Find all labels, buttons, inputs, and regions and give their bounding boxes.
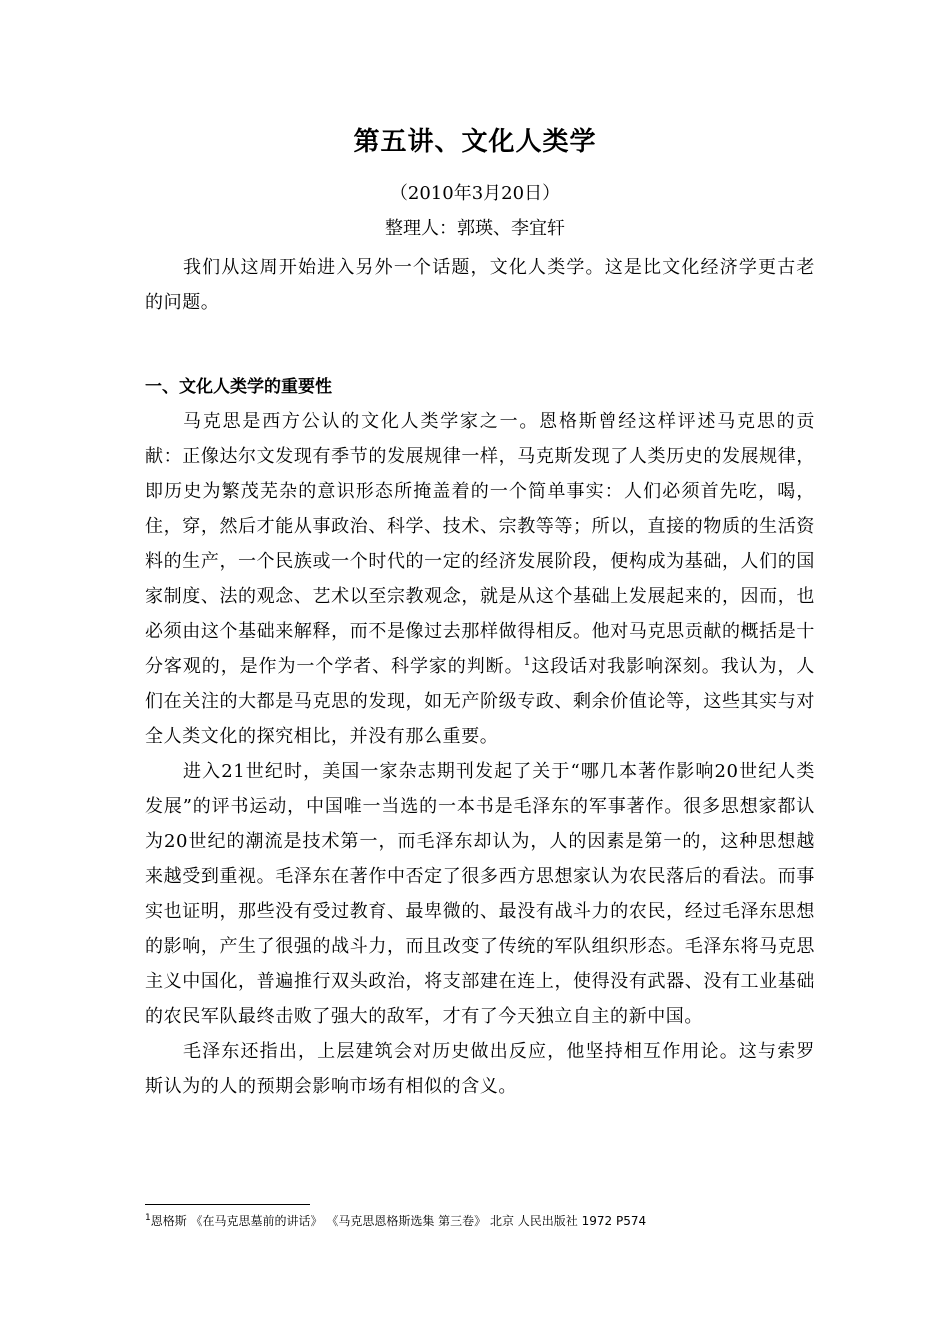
paragraph-superstructure: 毛泽东还指出，上层建筑会对历史做出反应，他坚持相互作用论。这与索罗斯认为的人的预期会影响市场有相似的含义。 [145, 1041, 815, 1097]
footnote-reference[interactable]: 1 [523, 655, 532, 668]
paragraph-mao: 进入21世纪时，美国一家杂志期刊发起了关于“哪几本著作影响20世纪人类发展”的评书运动，中国唯一当选的一本书是毛泽东的军事著作。很多思想家都认为20世纪的潮流是技术第一，而毛泽东却认为，人的因素是第一的，这种思想越来越受到重视。毛泽东在著作中否定了很多西方思想家认为农民落后的看法。而事实也证明，那些没有受过教育、最卑微的、最没有战斗力的农民，经过毛泽东思想的影响，产生了很强的战斗力，而且改变了传统的军队组织形态。毛泽东将马克思主义中国化，普遍推行双头政治，将支部建在连上，使得没有武器、没有工业基础的农民军队最终击败了强大的敌军，才有了今天独立自主的新中国。 [145, 761, 815, 1027]
section-heading: 一、文化人类学的重要性 [145, 377, 332, 397]
lecture-title: 第五讲、文化人类学 [353, 127, 597, 157]
paragraph-marx [145, 404, 815, 754]
editors-line: 整理人：郭瑛、李宜轩 [385, 218, 565, 239]
footnote-mark: 1 [145, 1213, 151, 1223]
footnote-text: 恩格斯 《在马克思墓前的讲话》 《马克思恩格斯选集 第三卷》 北京 人民出版社 1972 P574 [150, 1214, 647, 1228]
paragraph-marx-text-cont: 这段话对我影响深刻。我认为，人们在关注的大都是马克思的发现，如无产阶级专政、剩余价值论等，这些其实与对全人类文化的探究相比，并没有那么重要。 [145, 656, 816, 747]
lecture-date: （2010年3月20日） [389, 183, 561, 204]
paragraph-marx-text: 马克思是西方公认的文化人类学家之一。恩格斯曾经这样评述马克思的贡献：正像达尔文发现有季节的发展规律一样，马克斯发现了人类历史的发展规律，即历史为繁茂芜杂的意识形态所掩盖着的一个简单事实：人们必须首先吃，喝，住，穿，然后才能从事政治、科学、技术、宗教等等；所以，直接的物质的生活资料的生产，一个民族或一个时代的一定的经济发展阶段，便构成为基础，人们的国家制度、法的观念、艺术以至宗教观念，就是从这个基础上发展起来的，因而，也必须由这个基础来解释，而不是像过去那样做得相反。他对马克思贡献的概括是十分客观的，是作为一个学者、科学家的判断。 [145, 411, 815, 677]
footnote [145, 1212, 845, 1230]
document-body [145, 250, 815, 1104]
intro-paragraph: 我们从这周开始进入另外一个话题，文化人类学。这是比文化经济学更古老的问题。 [145, 257, 815, 313]
footnote-separator [145, 1204, 310, 1205]
